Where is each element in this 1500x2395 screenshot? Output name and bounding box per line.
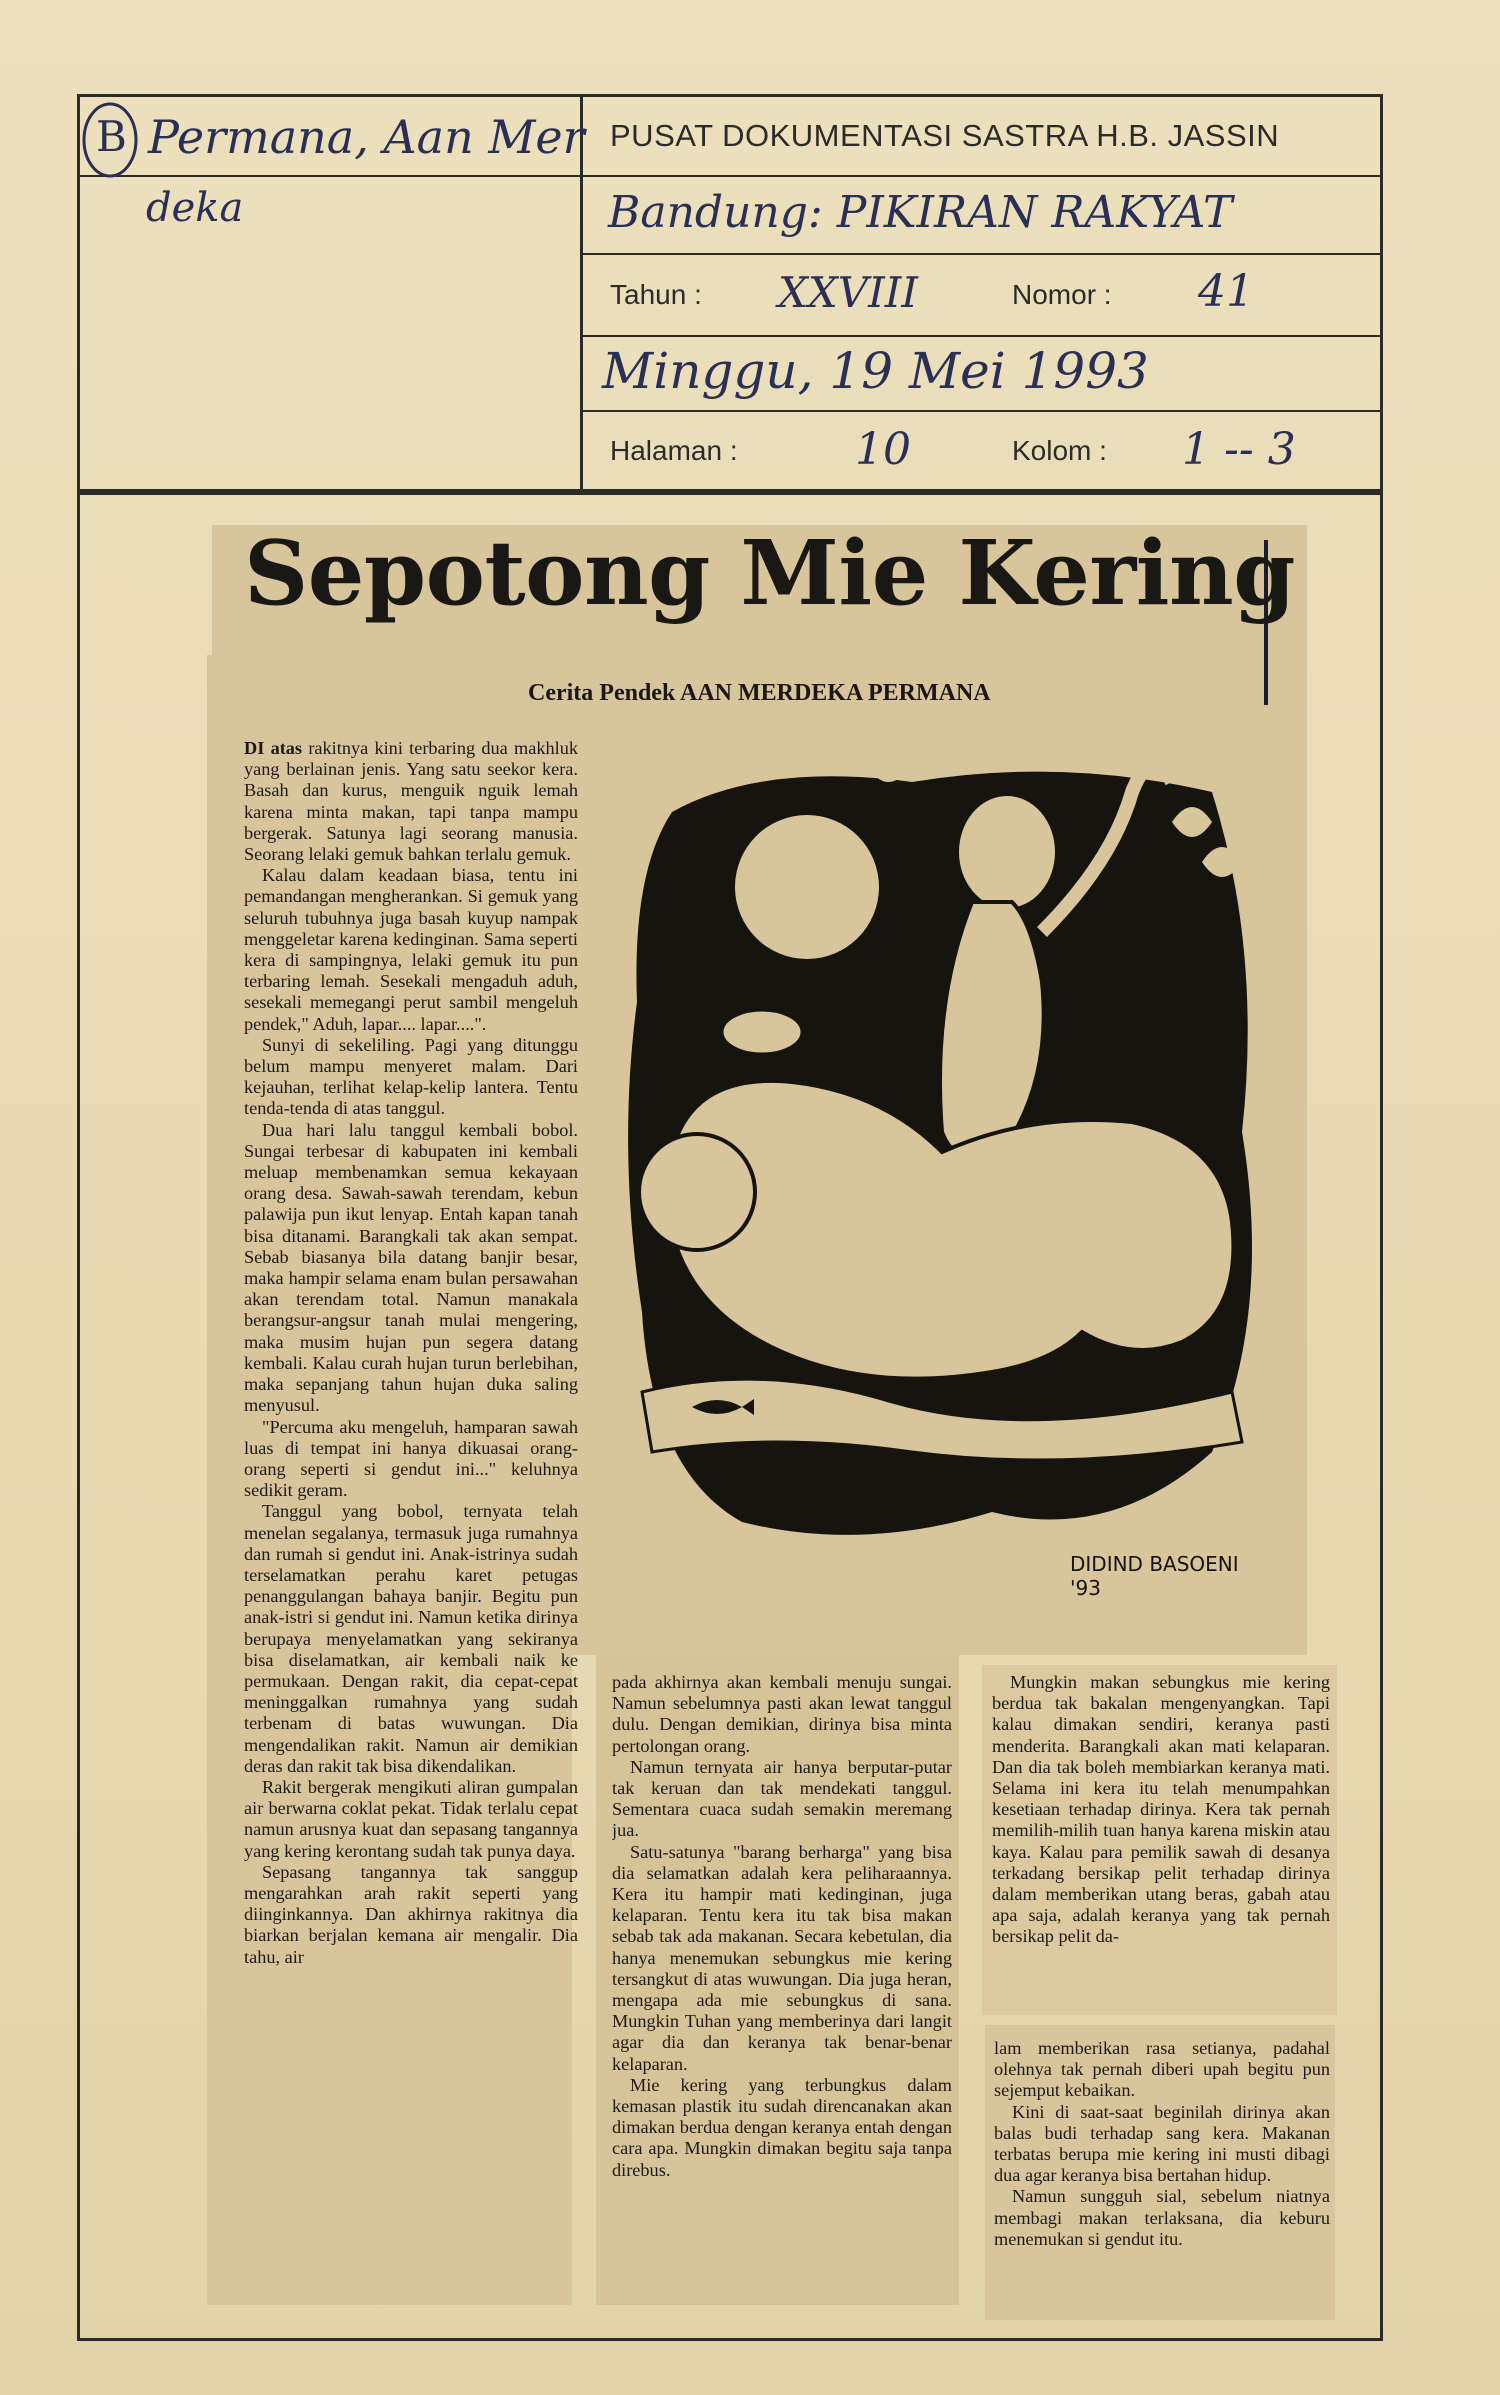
paragraph: Sepasang tangannya tak sanggup mengarahkan arah rakit seperti yang diinginkannya. Dan akhirnya rakitnya dia biarkan berjalan kemana air mengalir. Dia tahu, air xyxy=(244,1861,578,1967)
kolom-label: Kolom : xyxy=(1012,435,1107,466)
paragraph: lam memberikan rasa setianya, padahal olehnya tak pernah diberi upah begitu pun sejemput kebaikan. xyxy=(994,2038,1330,2101)
author-handwritten-line2: deka xyxy=(146,185,244,231)
article-title: Sepotong Mie Kering xyxy=(244,520,1295,625)
article-column-1 xyxy=(244,738,578,2296)
nomor-value: 41 xyxy=(1198,266,1254,317)
paragraph: Tanggul yang bobol, ternyata telah menelan segalanya, termasuk juga rumahnya dan rumah si gendut ini. Anak-istrinya sudah terselamatkan perahu karet petugas penanggulangan bahaya banjir. Begitu pun anak-istri si gendut ini. Namun ketika dirinya berupaya menyelamatkan yang sekiranya bisa diselamatkan, air kembali naik ke permukaan. Dengan rakit, dia cepat-cepat meninggalkan rumahnya yang sudah terbenam di batas wuwungan. Dia mengendalikan rakit. Namun air demikian deras dan rakit tak bisa dikendalikan. xyxy=(244,1501,578,1776)
paragraph: Satu-satunya "barang berharga" yang bisa dia selamatkan adalah kera peliharaannya. Kera itu hampir mati kedinginan, juga kelaparan. Tentu kera itu tak bisa makan sebab tak ada makanan. Secara kebetulan, dia hanya menemukan sebungkus mie kering tersangkut di atas wuwungan. Dia juga heran, mengapa ada mie sebungkus di sana. Mungkin Tuhan yang memberinya dari langit agar dia dan keranya tak benar-benar kelaparan. xyxy=(612,1841,952,2074)
institution-title: PUSAT DOKUMENTASI SASTRA H.B. JASSIN xyxy=(610,118,1280,153)
paragraph: Kalau dalam keadaan biasa, tentu ini pemandangan mengherankan. Si gemuk yang seluruh tubuhnya juga basah kuyup nampak menggeletar karena kedinginan. Sama seperti kera di sampingnya, lelaki gemuk itu pun terbaring lemah. Sesekali mengaduh aduh, sesekali memegangi perut sambil mengeluh pendek," Aduh, lapar.... lapar....". xyxy=(244,865,578,1034)
monkey-head xyxy=(957,794,1057,910)
article-illustration xyxy=(612,752,1267,1622)
kolom-value: 1 -- 3 xyxy=(1182,424,1296,475)
paragraph: Rakit bergerak mengikuti aliran gumpalan air berwarna coklat pekat. Tidak terlalu cepat namun arusnya kuat dan sepasang tangannya yang kering kerontang sudah tak punya daya. xyxy=(244,1776,578,1861)
article-column-2 xyxy=(612,1672,952,2302)
article-column-3-upper xyxy=(992,1672,1330,2012)
header-divider-1 xyxy=(77,175,1383,177)
hanging-figure xyxy=(722,1010,802,1054)
catalog-letter: B xyxy=(96,112,127,161)
man-head xyxy=(639,1134,755,1250)
moon-shape xyxy=(735,815,879,959)
paragraph: rakitnya kini terbaring dua makhluk yang berlainan jenis. Yang satu seekor kera. Basah dan kurus, menguik nguik lemah karena minta makan, tapi tanpa mampu bergerak. Satunya lagi seorang manusia. Seorang lelaki gemuk bahkan terlalu gemuk. xyxy=(244,738,578,865)
paragraph: Sunyi di sekeliling. Pagi yang ditunggu belum mampu menyeret malam. Dari kejauhan, terlihat kelap-kelip lantera. Tentu tenda-tenda di atas tanggul. xyxy=(244,1034,578,1119)
header-divider-3 xyxy=(580,335,1383,337)
article-column-3-lower xyxy=(994,2038,1330,2313)
paragraph: Mie kering yang terbungkus dalam kemasan plastik itu sudah direncanakan akan dimakan berdua dengan keranya entah dengan cara apa. Mungkin dimakan begitu saja tanpa direbus. xyxy=(612,2074,952,2180)
halaman-value: 10 xyxy=(855,424,911,475)
paragraph: pada akhirnya akan kembali menuju sungai. Namun sebelumnya pasti akan lewat tanggul dulu. Dengan demikian, dirinya bisa minta pertolongan orang. xyxy=(612,1672,952,1756)
paragraph: Namun ternyata air hanya berputar-putar tak keruan dan tak mendekati tanggul. Sementara cuaca sudah semakin meremang jua. xyxy=(612,1756,952,1841)
tahun-value: XXVIII xyxy=(778,268,918,317)
author-handwritten-line1: Permana, Aan Mer xyxy=(148,110,585,164)
paragraph: Mungkin makan sebungkus mie kering berdua tak bakalan mengenyangkan. Tapi kalau dimakan sendiri, keranya pasti menderita. Barangkali akan mati kelaparan. Dan dia tak boleh membiarkan keranya mati. Selama ini kera itu telah menumpahkan kesetiaan terhadap dirinya. Kera tak pernah memilih-milih tuan hanya karena miskin atau kaya. Kalau para pemilik sawah di desanya terkadang bersikap pelit terhadap dirinya dalam memberikan utang beras, gabah atau apa saja, adalah keranya yang tak pernah bersikap pelit da- xyxy=(992,1672,1330,1947)
tahun-label: Tahun : xyxy=(610,279,702,310)
paragraph: "Percuma aku mengeluh, hamparan sawah luas di tempat ini hanya dikuasai orang-orang seperti si gendut ini..." keluhnya sedikit geram. xyxy=(244,1416,578,1501)
nomor-label: Nomor : xyxy=(1012,279,1112,310)
paragraph: Dua hari lalu tanggul kembali bobol. Sungai terbesar di kabupaten ini kembali meluap membenamkan semua kekayaan orang desa. Sawah-sawah terendam, kebun palawija pun ikut lenyap. Entah kapan tanah bisa ditanami. Barangkali tak akan sempat. Sebab biasanya bila datang banjir besar, maka hampir selama enam bulan persawahan akan terendam total. Namun manakala berangsur-angsur tanah mulai mengering, maka musim hujan pun segera datang kembali. Kalau curah hujan turun berlebihan, maka sepanjang tahun hujan duka saling menyusul. xyxy=(244,1119,578,1416)
source-handwritten: Bandung: PIKIRAN RAKYAT xyxy=(608,187,1233,238)
paragraph: Namun sungguh sial, sebelum niatnya membagi makan terlaksana, dia keburu menemukan si gendut itu. xyxy=(994,2186,1330,2249)
header-divider-2 xyxy=(580,253,1383,255)
halaman-label: Halaman : xyxy=(610,435,738,466)
header-divider-4 xyxy=(580,410,1383,412)
paragraph: Kini di saat-saat beginilah dirinya akan balas budi terhadap sang kera. Makanan terbatas berupa mie kering ini musti dibagi dua agar keranya bisa bertahan hidup. xyxy=(994,2101,1330,2186)
article-byline: Cerita Pendek AAN MERDEKA PERMANA xyxy=(528,680,991,706)
illustration-signature: DIDIND BASOENI '93 xyxy=(1070,1552,1239,1600)
date-handwritten: Minggu, 19 Mei 1993 xyxy=(602,342,1149,400)
lead-in: DI atas xyxy=(244,738,303,758)
